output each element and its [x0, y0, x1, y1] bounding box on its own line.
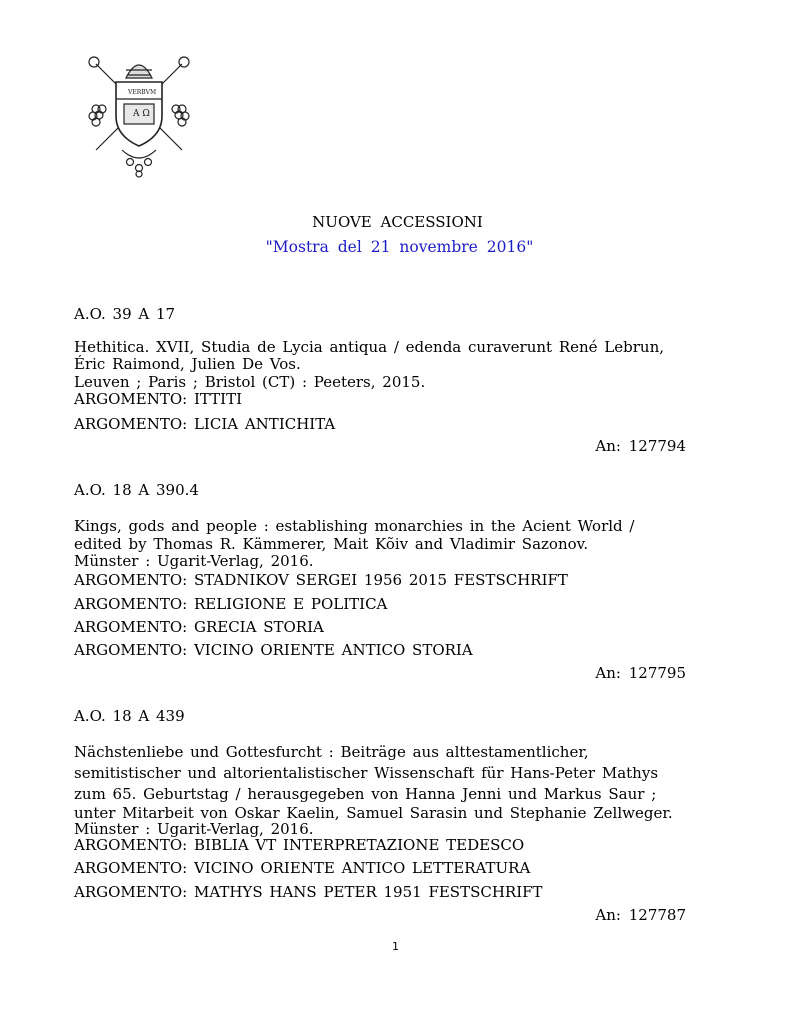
page-number: 1	[392, 940, 399, 953]
subject-line: ARGOMENTO: ITTITI	[74, 390, 243, 408]
subject-line: ARGOMENTO: VICINO ORIENTE ANTICO LETTERATURA	[74, 859, 531, 877]
title-line: Kings, gods and people : establishing monarchies in the Acient World /	[74, 517, 635, 535]
subject-line: ARGOMENTO: MATHYS HANS PETER 1951 FESTSCHRIFT	[74, 883, 543, 901]
subject-line: ARGOMENTO: VICINO ORIENTE ANTICO STORIA	[74, 641, 473, 659]
institution-seal-emblem	[74, 54, 204, 178]
title-line: Hethitica. XVII, Studia de Lycia antiqua / edenda curaverunt René Lebrun,	[74, 338, 664, 356]
accession-number: An: 127794	[595, 437, 686, 455]
title-line: unter Mitarbeit von Oskar Kaelin, Samuel Sarasin und Stephanie Zellweger.	[74, 804, 673, 822]
title-line: edited by Thomas R. Kämmerer, Mait Kõiv and Vladimir Sazonov.	[74, 535, 589, 553]
subject-line: ARGOMENTO: BIBLIA VT INTERPRETAZIONE TEDESCO	[74, 836, 525, 854]
call-number: A.O. 39 A 17	[74, 305, 176, 323]
accession-number: An: 127795	[595, 664, 686, 682]
call-number: A.O. 18 A 390.4	[74, 481, 199, 499]
exhibition-subtitle: "Mostra del 21 novembre 2016"	[265, 238, 534, 256]
svg-text:VERBVM: VERBVM	[128, 89, 157, 96]
subject-line: ARGOMENTO: LICIA ANTICHITA	[74, 415, 336, 433]
title-line: Éric Raimond, Julien De Vos.	[74, 355, 301, 373]
title-line: zum 65. Geburtstag / herausgegeben von Hanna Jenni und Markus Saur ;	[74, 785, 657, 803]
subject-line: ARGOMENTO: STADNIKOV SERGEI 1956 2015 FESTSCHRIFT	[74, 571, 568, 589]
subject-line: ARGOMENTO: RELIGIONE E POLITICA	[74, 595, 388, 613]
imprint-line: Münster : Ugarit-Verlag, 2016.	[74, 552, 314, 570]
svg-text:A Ω: A Ω	[133, 109, 150, 119]
accession-number: An: 127787	[595, 906, 686, 924]
imprint-line: Münster : Ugarit-Verlag, 2016.	[74, 820, 314, 838]
call-number: A.O. 18 A 439	[74, 707, 185, 725]
title-line: semitistischer und altorientalistischer Wissenschaft für Hans-Peter Mathys	[74, 764, 659, 782]
document-title: NUOVE ACCESSIONI	[312, 213, 483, 231]
subject-line: ARGOMENTO: GRECIA STORIA	[74, 618, 324, 636]
title-line: Nächstenliebe und Gottesfurcht : Beiträge aus alttestamentlicher,	[74, 743, 589, 761]
imprint-line: Leuven ; Paris ; Bristol (CT) : Peeters, 2015.	[74, 373, 426, 391]
